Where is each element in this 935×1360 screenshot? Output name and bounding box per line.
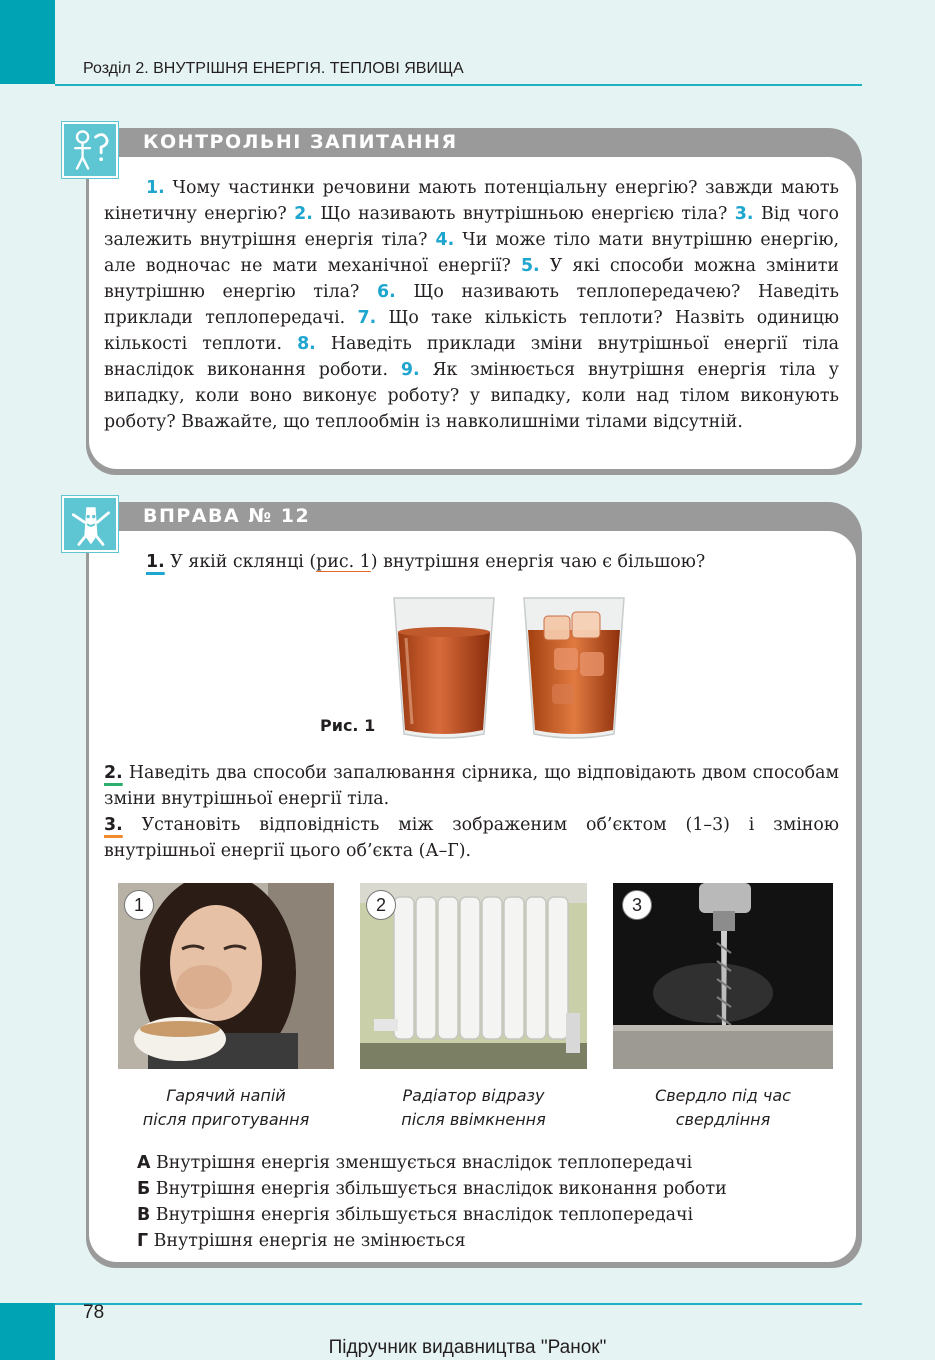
question-text: Наведіть приклади зміни внутрішньої енергії тіла внаслідок виконання роботи. [104,334,839,380]
answer-option [137,1202,693,1228]
exercise-text: Установіть відповідність між зображеним об’єктом (1–3) і зміною внутрішньої енергії цього об’єкта (А–Г). [104,815,839,861]
running-head: Розділ 2. ВНУТРІШНЯ ЕНЕРГІЯ. ТЕПЛОВІ ЯВИЩА [83,60,464,77]
photo-caption [613,1084,833,1132]
exercise-text: ) внутрішня енергія чаю є більшою? [370,552,706,572]
photo-number-badge: 3 [622,890,652,920]
exercise-3 [104,812,839,864]
question-number: 2. [294,204,313,224]
exercise-number: 3. [104,815,123,835]
option-text: Внутрішня енергія збільшується внаслідок виконання роботи [155,1179,727,1199]
hot-drink-photo [118,883,334,1069]
answer-option [137,1176,727,1202]
exercise-text: У якій склянці ( [170,552,317,572]
publisher-line: Підручник видавництва "Ранок" [328,1337,607,1358]
warm-tea-glass-image [392,594,496,740]
caption-line: після ввімкнення [401,1110,546,1129]
question-figure-icon [62,122,118,178]
question-number: 1. [146,178,165,198]
question-text: Що називають теплопередачею? Наведіть приклади теплопередачі. [104,282,839,328]
option-letter: Б [137,1179,151,1199]
exercise-1 [146,549,705,575]
option-letter: Г [137,1231,149,1251]
question-number: 8. [297,334,316,354]
caption-line: свердління [675,1110,771,1129]
question-text: Від чого залежить внутрішня енергія тіла? [104,204,839,250]
question-number: 4. [435,230,455,250]
option-text: Внутрішня енергія збільшується внаслідок теплопередачі [155,1205,694,1225]
option-text: Внутрішня енергія не змінюється [153,1231,466,1251]
page-number: 78 [83,1302,105,1323]
caption-line: Радіатор відразу [402,1086,545,1105]
photo-caption [118,1084,334,1132]
question-number: 6. [377,282,396,302]
exercise-title: ВПРАВА № 12 [143,505,311,527]
option-text: Внутрішня енергія зменшується внаслідок теплопередачі [156,1153,693,1173]
question-text: Чому частинки речовини мають потенціальну енергію? завжди мають кінетичну енергію? [104,178,840,224]
radiator-photo [360,883,587,1069]
option-letter: А [137,1153,151,1173]
question-text: Як змінюється внутрішня енергія тіла у випадку, коли воно виконує роботу? у випадку, коли над тілом виконують роботу? Вважайте, що теплообмін із навколишніми тілами відсутній. [104,360,840,432]
question-text: У які способи можна змінити внутрішню енергію тіла? [104,256,840,302]
question-number: 7. [357,308,377,328]
answer-option [137,1150,692,1176]
drill-photo [613,883,833,1069]
footer-rule [55,1303,862,1305]
exercise-number: 1. [146,552,165,572]
question-number: 9. [400,360,420,380]
photo-number-badge: 1 [124,890,154,920]
question-text: Чи може тіло мати внутрішню енергію, але водночас не мати механічної енергії? [104,230,839,276]
option-letter: В [137,1205,151,1225]
exercise-2 [104,760,839,812]
caption-line: Гарячий напій [166,1086,286,1105]
iced-tea-glass-image [522,594,626,740]
question-text: Що називають внутрішньою енергією тіла? [320,204,728,224]
photo-caption [360,1084,587,1132]
corner-tab [0,0,55,84]
figure-label: Рис. 1 [320,716,376,735]
question-number: 3. [734,204,754,224]
figure-reference-link[interactable]: рис. 1 [316,552,371,572]
answer-option [137,1228,466,1254]
photo-number-badge: 2 [366,890,396,920]
header-rule [55,84,862,86]
exercise-text: Наведіть два способи запалювання сірника, що відповідають двом способам зміни внутрішньої енергії тіла. [104,763,839,809]
question-text: Що таке кількість теплоти? Назвіть одиницю кількості теплоти. [104,308,840,354]
exercise-number: 2. [104,763,123,783]
caption-line: після приготування [142,1110,310,1129]
questions-text [104,175,839,435]
caption-line: Свердло під час [655,1086,791,1105]
pencil-figure-icon [62,496,118,552]
questions-title: КОНТРОЛЬНІ ЗАПИТАННЯ [143,131,458,153]
question-number: 5. [520,256,540,276]
